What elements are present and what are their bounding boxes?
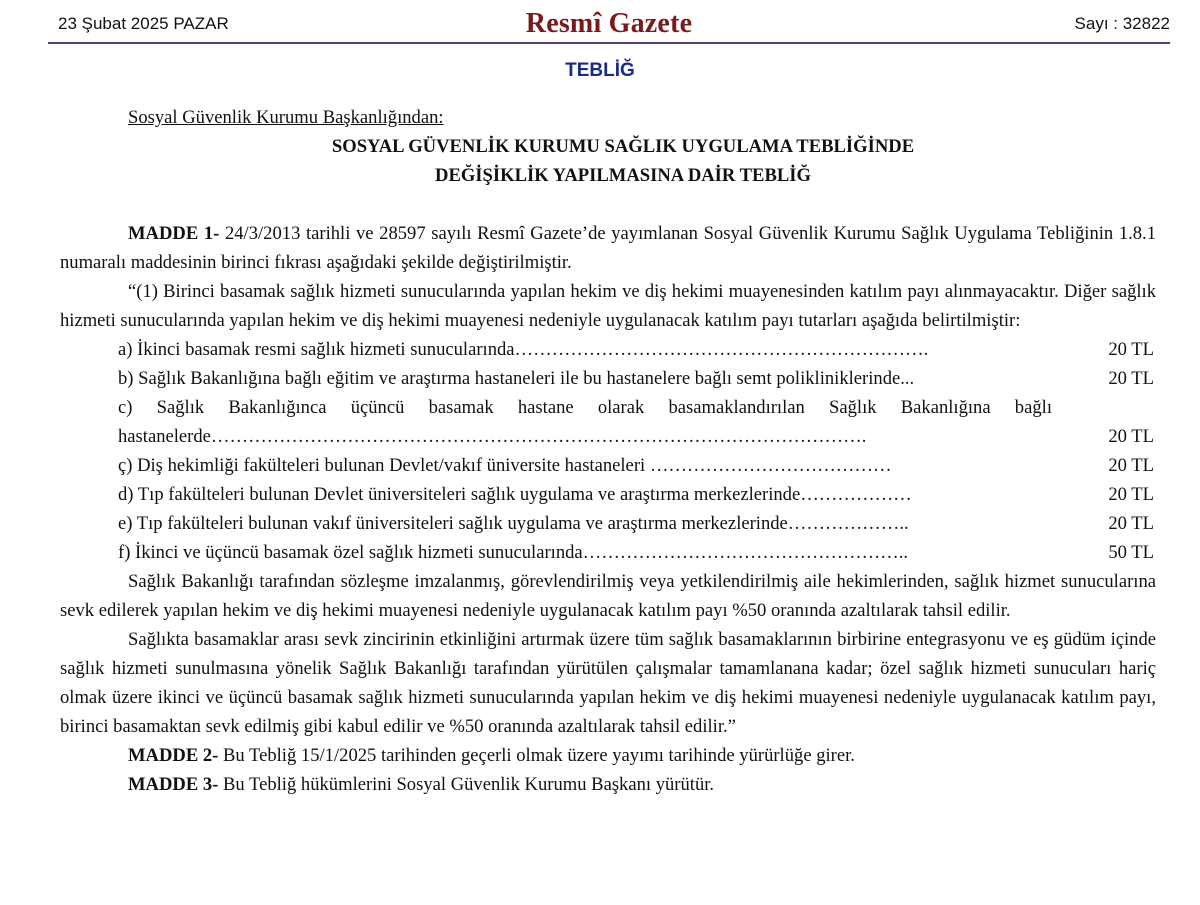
list-item-text: hastanelerde……………………………………………………………………………………………. (118, 426, 867, 447)
article-2-label: MADDE 2- (128, 745, 219, 766)
issuer-line: Sosyal Güvenlik Kurumu Başkanlığından: (128, 107, 444, 128)
article-1-text: 24/3/2013 tarihli ve 28597 sayılı Resmî Gazete’de yayımlanan Sosyal Güvenlik Kurumu Sağlık Uygulama Tebliğinin 1.8.1 numaralı maddesinin birinci fıkrası aşağıdaki şekilde değiştirilmiştir. (60, 223, 1157, 273)
section-heading: TEBLİĞ (565, 60, 635, 81)
paragraph-1: “(1) Birinci basamak sağlık hizmeti sunucularında yapılan hekim ve diş hekimi muayenesinden katılım payı alınmayacaktır. Diğer sağlık hizmeti sunucularında yapılan hekim ve diş hekimi muayenesi nedeniyle uygulanacak katılım payı tutarları aşağıda belirtilmiştir: (60, 281, 1156, 331)
list-item (118, 538, 1156, 567)
gazette-title: Resmî Gazete (525, 8, 693, 39)
list-item-amount: 20 TL (1108, 426, 1154, 447)
paragraph-3: Sağlıkta basamaklar arası sevk zincirinin etkinliğini artırmak üzere tüm sağlık basamaklarının birbirine entegrasyonu ve eş güdüm içinde sağlık hizmeti sunulmasına yönelik Sağlık Bakanlığı tarafından yürütülen çalışmalar tamamlanana kadar; özel sağlık hizmeti sunucuları hariç olmak üzere ikinci ve üçüncü basamak sağlık hizmeti sunucularında yapılan hekim ve diş hekimi muayenesi nedeniyle uygulanacak katılım payı, birinci basamaktan sevk edilmiş gibi kabul edilir ve %50 oranında azaltılarak tahsil edilir.” (60, 629, 1156, 737)
list-item-amount: 20 TL (1108, 339, 1154, 360)
list-item-text: a) İkinci basamak resmi sağlık hizmeti sunucularında…………………………………………………………. (118, 339, 929, 360)
list-item-text: d) Tıp fakülteleri bulunan Devlet üniversiteleri sağlık uygulama ve araştırma merkezlerinde……………… (118, 484, 912, 505)
document-title-line-2: DEĞİŞİKLİK YAPILMASINA DAİR TEBLİĞ (435, 165, 811, 186)
list-item (118, 451, 1156, 480)
issue-number: Sayı : 32822 (1074, 14, 1170, 33)
list-item (118, 480, 1156, 509)
list-item-amount: 50 TL (1108, 542, 1154, 563)
list-item-amount: 20 TL (1108, 368, 1154, 389)
article-3-label: MADDE 3- (128, 774, 219, 795)
list-item-text: b) Sağlık Bakanlığına bağlı eğitim ve araştırma hastaneleri ile bu hastanelere bağlı semt polikliniklerinde... (118, 368, 915, 389)
document-title (90, 132, 1156, 190)
list-item-text: f) İkinci ve üçüncü basamak özel sağlık hizmeti sunucularında…………………………………………….. (118, 542, 909, 563)
article-1-label: MADDE 1- (128, 223, 220, 244)
article-2 (60, 741, 1156, 770)
paragraph-2: Sağlık Bakanlığı tarafından sözleşme imzalanmış, görevlendirilmiş veya yetkilendirilmiş aile hekimlerinden, sağlık hizmet sunucularına sevk edilerek yapılan hekim ve diş hekimi muayenesi nedeniyle uygulanacak katılım payı %50 oranında azaltılarak tahsil edilir. (60, 571, 1156, 621)
header-divider (48, 42, 1170, 44)
list-item-c-line-1: c) Sağlık Bakanlığınca üçüncü basamak hastane olarak basamaklandırılan Sağlık Bakanlığına bağlı (118, 397, 1052, 418)
list-item-text: ç) Diş hekimliği fakülteleri bulunan Devlet/vakıf üniversite hastaneleri ………………………………… (118, 455, 892, 476)
document-title-line-1: SOSYAL GÜVENLİK KURUMU SAĞLIK UYGULAMA TEBLİĞİNDE (331, 136, 915, 157)
list-item-amount: 20 TL (1108, 455, 1154, 476)
list-item (118, 422, 1156, 451)
gazette-header (48, 6, 1170, 42)
list-item-text: e) Tıp fakülteleri bulunan vakıf üniversiteleri sağlık uygulama ve araştırma merkezlerinde……………….. (118, 513, 909, 534)
article-2-text: Bu Tebliğ 15/1/2025 tarihinden geçerli olmak üzere yayımı tarihinde yürürlüğe girer. (218, 745, 855, 766)
article-3-text: Bu Tebliğ hükümlerini Sosyal Güvenlik Kurumu Başkanı yürütür. (218, 774, 715, 795)
list-item (118, 509, 1156, 538)
article-3 (60, 770, 1156, 799)
list-item-amount: 20 TL (1108, 484, 1154, 505)
list-item (118, 364, 1156, 393)
list-item-amount: 20 TL (1108, 513, 1154, 534)
list-item (118, 335, 1156, 364)
issue-date: 23 Şubat 2025 PAZAR (58, 14, 229, 33)
copayment-list (118, 335, 1156, 567)
document-body (60, 103, 1156, 799)
article-1 (60, 219, 1156, 277)
